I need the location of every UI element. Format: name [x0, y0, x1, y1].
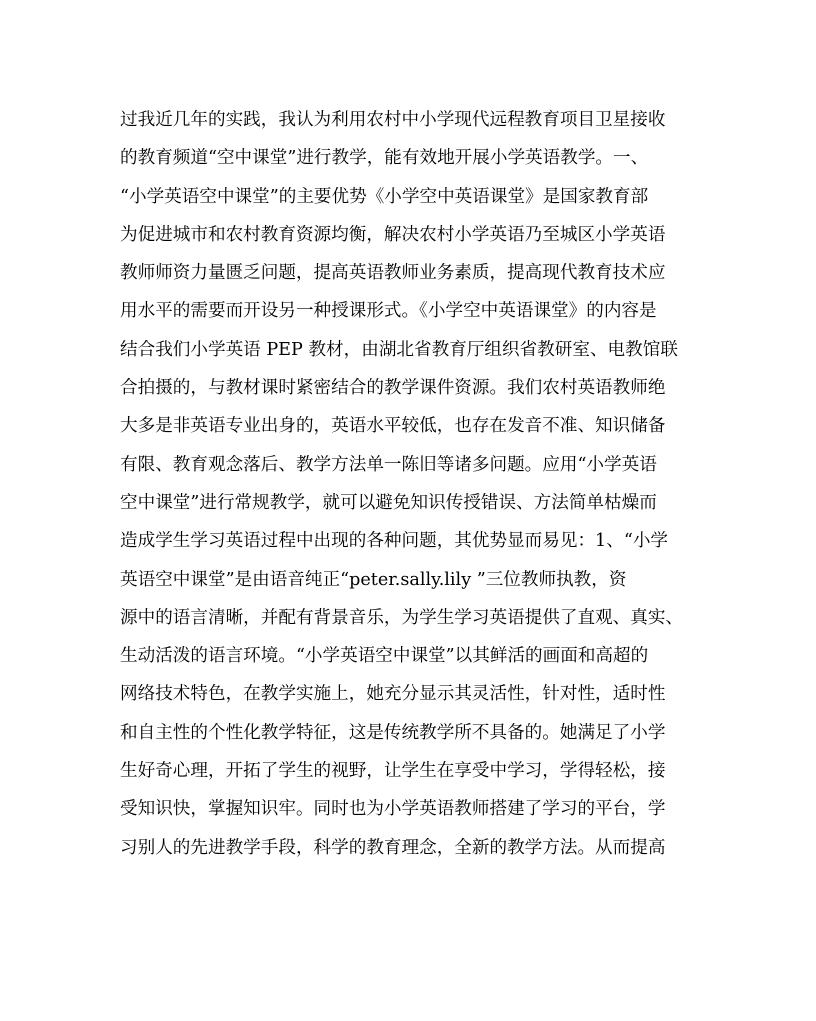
text-line: 网络技术特色，在教学实施上，她充分显示其灵活性，针对性，适时性: [120, 684, 666, 705]
body-paragraph: [120, 101, 700, 867]
text-line: 受知识快，掌握知识牢。同时也为小学英语教师搭建了学习的平台，学: [120, 799, 666, 820]
text-line: 用水平的需要而开设另一种授课形式。《小学空中英语课堂》的内容是: [120, 301, 657, 322]
text-line: “小学英语空中课堂”的主要优势《小学空中英语课堂》是国家教育部: [120, 186, 649, 207]
text-line: 合拍摄的，与教材课时紧密结合的教学课件资源。我们农村英语教师绝: [120, 378, 666, 399]
text-line: 大多是非英语专业出身的，英语水平较低，也存在发音不准、知识储备: [120, 416, 666, 437]
text-line: 过我近几年的实践，我认为利用农村中小学现代远程教育项目卫星接收: [120, 110, 666, 130]
text-line: 结合我们小学英语 PEP 教材，由湖北省教育厅组织省教研室、电教馆联: [120, 339, 678, 360]
text-line: 空中课堂”进行常规教学，就可以避免知识传授错误、方法简单枯燥而: [120, 492, 657, 513]
text-line: 和自主性的个性化教学特征，这是传统教学所不具备的。她满足了小学: [120, 722, 666, 743]
text-line: 教师师资力量匮乏问题，提高英语教师业务素质，提高现代教育技术应: [120, 263, 666, 284]
text-line: 英语空中课堂”是由语音纯正“peter.sally.lily ”三位教师执教，资: [120, 569, 627, 590]
text-line: 源中的语言清晰，并配有背景音乐，为学生学习英语提供了直观、真实、: [120, 607, 684, 628]
text-line: 有限、教育观念落后、教学方法单一陈旧等诸多问题。应用“小学英语: [120, 454, 657, 475]
text-line: 习别人的先进教学手段，科学的教育理念，全新的教学方法。从而提高: [120, 837, 666, 858]
text-line: 为促进城市和农村教育资源均衡，解决农村小学英语乃至城区小学英语: [120, 224, 666, 245]
text-line: 生动活泼的语言环境。“小学英语空中课堂”以其鲜活的画面和高超的: [120, 646, 649, 667]
text-line: 造成学生学习英语过程中出现的各种问题，其优势显而易见：1、“小学: [120, 531, 669, 552]
text-line: 的教育频道“空中课堂”进行教学，能有效地开展小学英语教学。一、: [120, 148, 649, 169]
text-line: 生好奇心理，开拓了学生的视野，让学生在享受中学习，学得轻松，接: [120, 761, 666, 782]
